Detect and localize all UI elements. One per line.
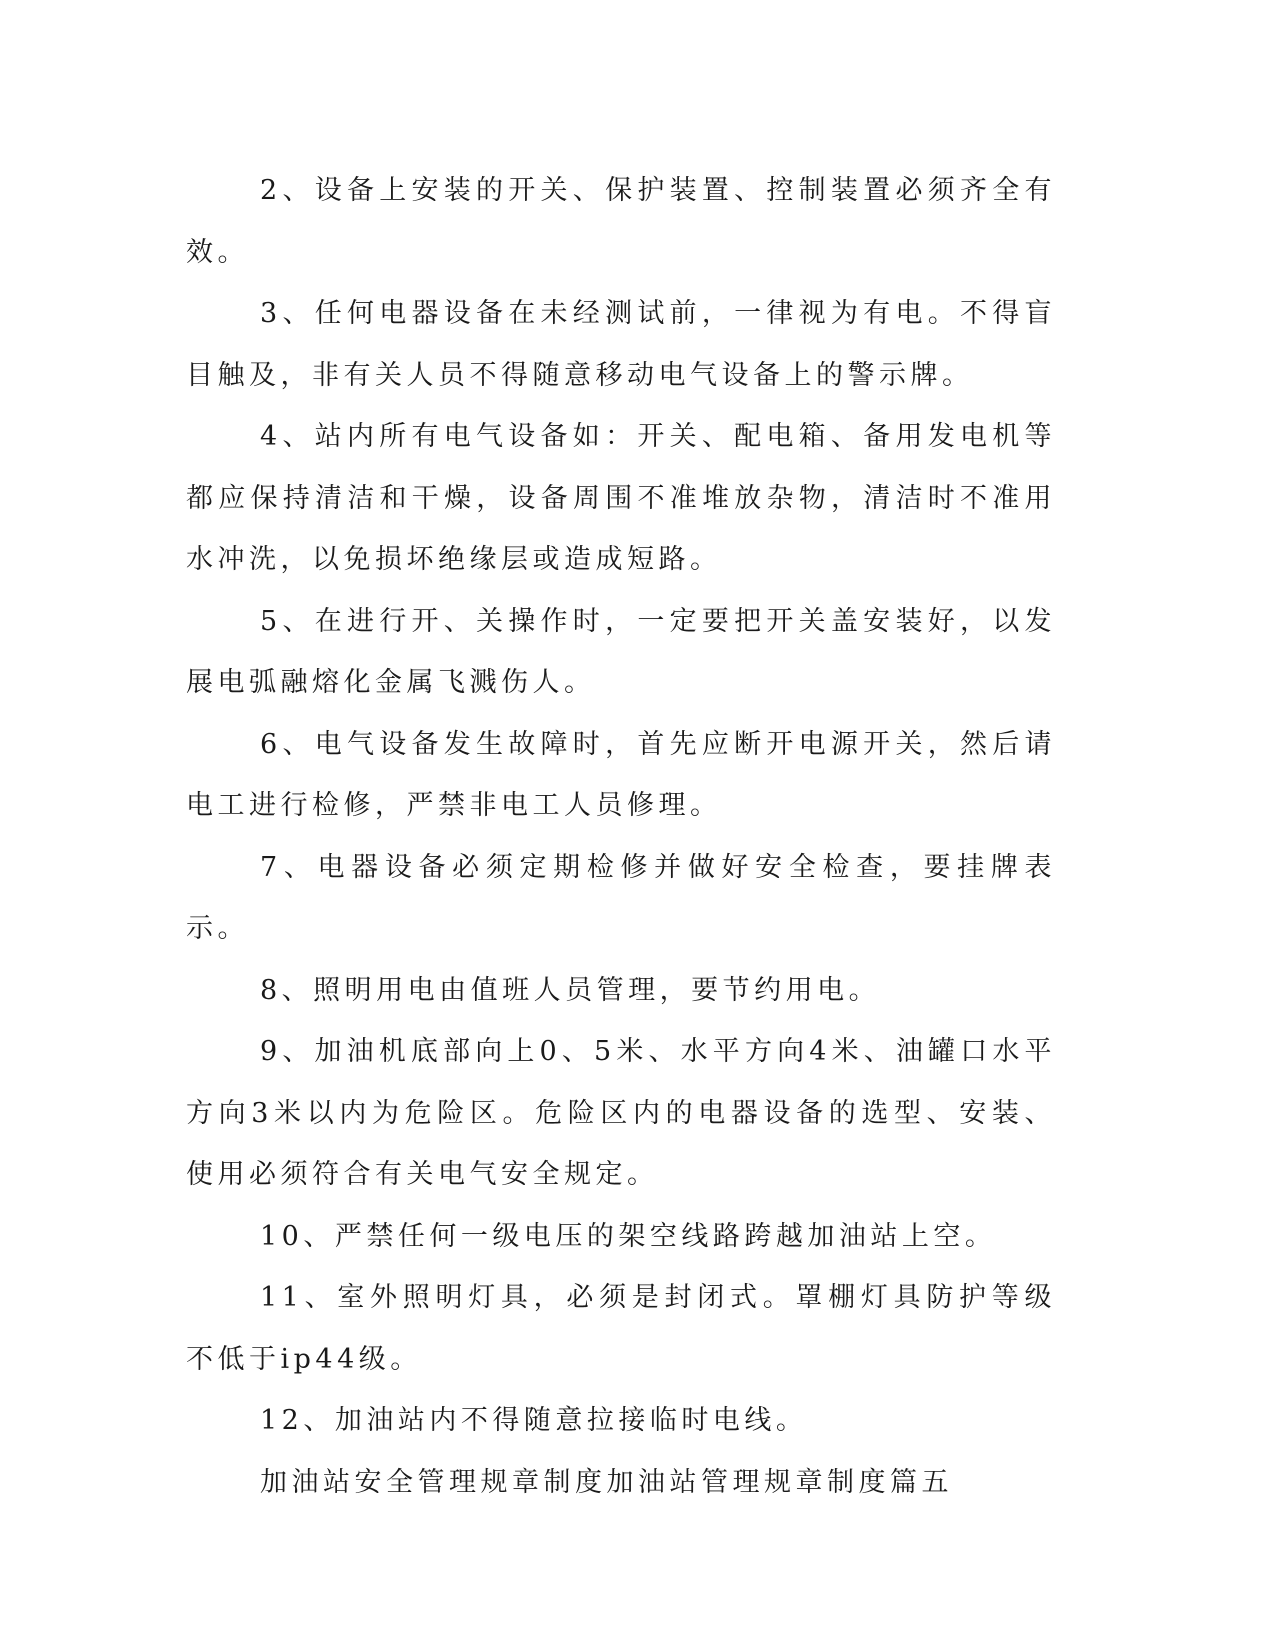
paragraph-item-9: 9、加油机底部向上0、5米、水平方向4米、油罐口水平方向3米以内为危险区。危险区内的电器设备的选型、安装、使用必须符合有关电气安全规定。 bbox=[186, 1036, 1056, 1190]
document-body bbox=[186, 160, 1056, 1513]
paragraph-item-11: 11、室外照明灯具，必须是封闭式。罩棚灯具防护等级不低于ip44级。 bbox=[186, 1282, 1056, 1375]
paragraph-item-7: 7、电器设备必须定期检修并做好安全检查，要挂牌表示。 bbox=[186, 851, 1056, 944]
paragraph-item-3: 3、任何电器设备在未经测试前，一律视为有电。不得盲目触及，非有关人员不得随意移动电气设备上的警示牌。 bbox=[186, 298, 1056, 391]
paragraph-item-10: 10、严禁任何一级电压的架空线路跨越加油站上空。 bbox=[260, 1220, 997, 1252]
paragraph-item-5: 5、在进行开、关操作时，一定要把开关盖安装好，以发展电弧融熔化金属飞溅伤人。 bbox=[186, 605, 1056, 698]
paragraph-item-4: 4、站内所有电气设备如：开关、配电箱、备用发电机等都应保持清洁和干燥，设备周围不准堆放杂物，清洁时不准用水冲洗，以免损坏绝缘层或造成短路。 bbox=[186, 421, 1056, 575]
paragraph-item-6: 6、电气设备发生故障时，首先应断开电源开关，然后请电工进行检修，严禁非电工人员修理。 bbox=[186, 728, 1056, 821]
paragraph-item-2: 2、设备上安装的开关、保护装置、控制装置必须齐全有效。 bbox=[186, 175, 1056, 268]
paragraph-item-8: 8、照明用电由值班人员管理，要节约用电。 bbox=[260, 974, 881, 1006]
paragraph-item-12: 12、加油站内不得随意拉接临时电线。 bbox=[260, 1405, 808, 1436]
section-heading: 加油站安全管理规章制度加油站管理规章制度篇五 bbox=[260, 1466, 953, 1498]
